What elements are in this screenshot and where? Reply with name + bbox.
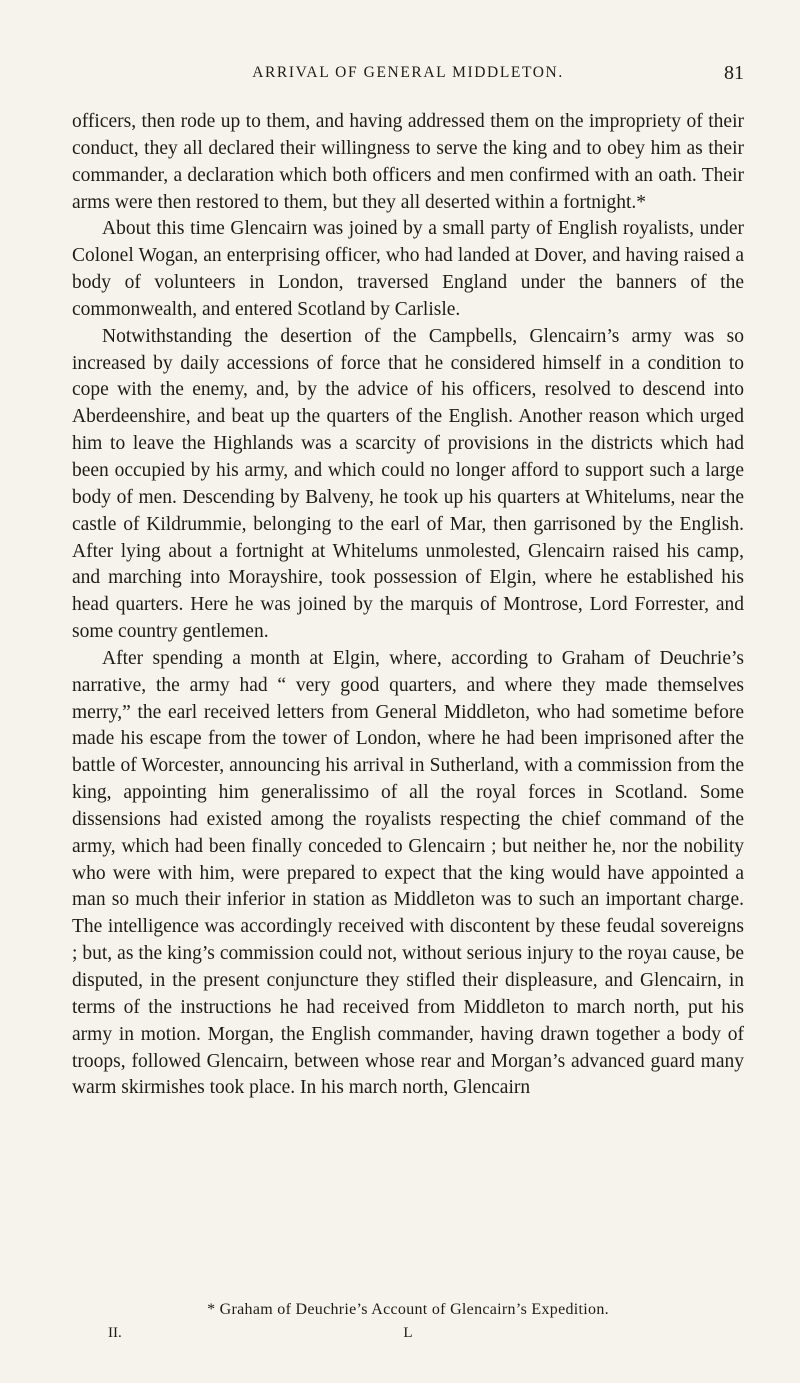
paragraph-4: After spending a month at Elgin, where, according to Graham of Deuchrie’s narrative, the army had “ very good quarters, and where they made themselves merry,” the earl received letters from General Middleton, who had sometime before made his escape from the tower of London, where he had been imprisoned after the battle of Worcester, announcing his arrival in Sutherland, with a commission from the king, appointing him generalissimo of all the royal forces in Scotland. Some dissensions had existed among the royalists respecting the chief command of the army, which had been finally conceded to Glencairn ; but neither he, nor the nobility who were with him, were prepared to expect that the king would have appointed a man so much their inferior in station as Middleton was to such an important charge. The intelligence was accordingly received with discontent by these feudal sovereigns ; but, as the king’s commission could not, without serious injury to the royaı cause, be disputed, in the present conjuncture they stifled their displeasure, and Glencairn, in terms of the instructions he had received from Middleton to march north, put his army in motion. Morgan, the English commander, having drawn together a body of troops, followed Glencairn, between whose rear and Morgan’s advanced guard many warm skirmishes took place. In his march north, Glencairn [72,647,744,1099]
signature-line [72,1325,744,1349]
paragraph-3: Notwithstanding the desertion of the Campbells, Glencairn’s army was so increased by daily accessions of force that he considered himself in a condition to cope with the enemy, and, by the advice of his officers, resolved to descend into Aberdeenshire, and beat up the quarters of the English. Another reason which urged him to leave the Highlands was a scarcity of provisions in the districts which had been occupied by his army, and which could no longer afford to support such a large body of men. Descending by Balveny, he took up his quarters at Whitelums, near the castle of Kildrummie, belonging to the earl of Mar, then garrisoned by the English. After lying about a fortnight at Whitelums unmolested, Glencairn raised his camp, and marching into Morayshire, took possession of Elgin, where he established his head quarters. Here he was joined by the marquis of Montrose, Lord Forrester, and some country gentlemen. [72,325,744,643]
signature-letter: L [403,1325,413,1341]
paragraph-1: officers, then rode up to them, and having addressed them on the impropriety of their conduct, they all declared their willingness to serve the king and to obey him as their commander, a declaration which both officers and men confirmed with an oath. Their arms were then restored to them, but they all deserted within a fortnight.* [72,111,744,213]
running-title: ARRIVAL OF GENERAL MIDDLETON. [252,64,564,81]
running-head [72,62,744,86]
page-number: 81 [724,62,744,84]
paragraph-2: About this time Glencairn was joined by a small party of English royalists, under Colonel Wogan, an enterprising officer, who had landed at Dover, and having raised a body of volunteers in London, traversed England under the banners of the commonwealth, and entered Scotland by Carlisle. [72,218,744,320]
body-text [72,109,744,1102]
volume-mark: II. [108,1325,122,1341]
footnote: * Graham of Deuchrie’s Account of Glencairn’s Expedition. [207,1301,609,1318]
